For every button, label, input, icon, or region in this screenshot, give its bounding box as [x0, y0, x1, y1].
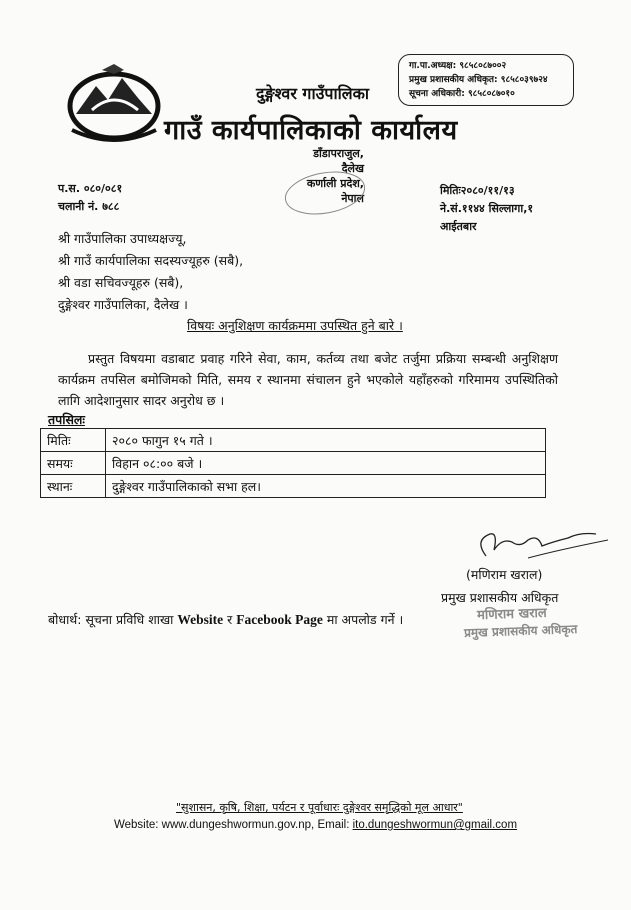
office-seal-stamp	[276, 161, 373, 226]
contact-line: गा.पा.अध्यक्ष: ९८५८०८७००२	[409, 61, 507, 71]
footer-email-link[interactable]: ito.dungeshwormun@gmail.com	[352, 819, 518, 831]
municipality-emblem-icon	[62, 60, 166, 146]
address-line: कर्णाली प्रदेश, नेपाल	[306, 177, 364, 205]
reference-block	[58, 180, 122, 216]
name-stamp: मणिराम खराल	[476, 605, 547, 624]
palika-name: दुङ्गेश्वर गाउँपालिका	[256, 84, 370, 103]
footer-contact	[0, 819, 631, 831]
recipients-list	[58, 228, 243, 316]
address-line: डाँडापराजुल, दैलेख	[313, 147, 364, 175]
details-heading: तपसिलः	[48, 412, 85, 427]
cc-website: Website	[177, 612, 224, 627]
cc-connector: र	[227, 612, 233, 627]
ps-number: प.स. ०८०/०८१	[58, 182, 123, 195]
contact-line: प्रमुख प्रशासकीय अधिकृत: ९८५८०३९७२४	[409, 75, 548, 85]
chalani-number: चलानी नं. ७८८	[58, 200, 120, 213]
cc-text-end: मा अपलोड गर्ने ।	[326, 612, 404, 627]
contact-line: सूचना अधिकारी: ९८५८०८७०१०	[409, 89, 515, 99]
recipient-line: श्री वडा सचिवज्यूहरु (सबै),	[58, 275, 184, 290]
table-row	[41, 452, 546, 475]
date-block	[440, 182, 560, 236]
detail-value: दुङ्गेश्वर गाउँपालिकाको सभा हल।	[106, 475, 546, 498]
date-bs: मितिः२०८०/११/१३	[440, 184, 515, 197]
office-title: गाउँ कार्यपालिकाको कार्यालय	[164, 115, 458, 146]
cc-note	[48, 611, 403, 628]
recipient-line: दुङ्गेश्वर गाउँपालिका, दैलेख ।	[58, 297, 188, 312]
recipient-line: श्री गाउँ कार्यपालिका सदस्यज्यूहरु (सबै),	[58, 253, 244, 268]
detail-value: विहान ०८:०० बजे ।	[106, 452, 546, 475]
signatory-title: प्रमुख प्रशासकीय अधिकृत	[441, 590, 559, 605]
cc-facebook: Facebook Page	[236, 612, 323, 627]
contact-box	[398, 54, 574, 106]
footer-website: Website: www.dungeshwormun.gov.np, Email:	[113, 819, 353, 831]
detail-value: २०८० फागुन १५ गते ।	[106, 429, 546, 452]
details-table	[40, 428, 546, 498]
detail-label: समयः	[41, 452, 106, 475]
cc-label: बोधार्थ:	[48, 612, 82, 627]
cc-text: सूचना प्रविधि शाखा	[85, 612, 174, 627]
table-row	[41, 429, 546, 452]
signatory-name: (मणिराम खराल)	[466, 567, 543, 582]
subject-line: विषयः अनुशिक्षण कार्यक्रममा उपस्थित हुने बारे ।	[187, 318, 403, 333]
detail-label: मितिः	[41, 429, 106, 452]
table-row	[41, 475, 546, 498]
date-nepal-sambat: ने.सं.११४४ सिल्लागा,१ आईतबार	[440, 202, 534, 233]
title-stamp: प्रमुख प्रशासकीय अधिकृत	[463, 622, 578, 640]
footer-motto: "सुशासन, कृषि, शिक्षा, पर्यटन र पूर्वाधारः दुङ्गेश्वर समृद्धिको मूल आधार"	[176, 801, 463, 814]
recipient-line: श्री गाउँपालिका उपाध्यक्षज्यू,	[58, 231, 187, 246]
body-paragraph: प्रस्तुत विषयमा वडाबाट प्रवाह गरिने सेवा, काम, कर्तव्य तथा बजेट तर्जुमा प्रक्रिया सम्बन्धी अनुशिक्षण कार्यक्रम तपसिल बमोजिमको मिति, समय र स्थानमा संचालन हुने भएकोले यहाँहरुको गरिमामय उपस्थितिको लागि आदेशानुसार सादर अनुरोध छ ।	[58, 351, 558, 408]
detail-label: स्थानः	[41, 475, 106, 498]
